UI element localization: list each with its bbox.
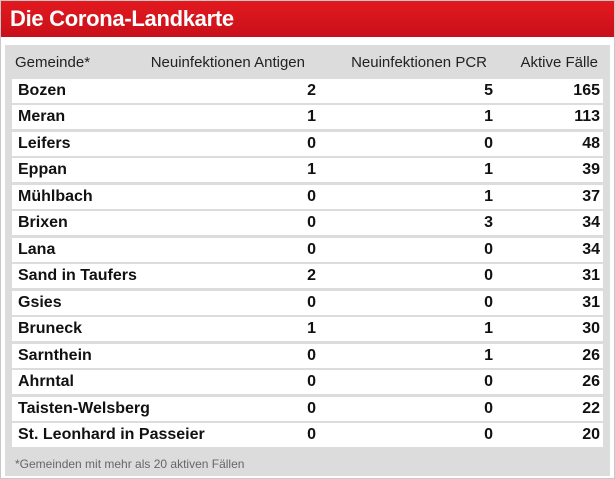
cell-active-cases: 22 (582, 399, 600, 417)
table-row (12, 423, 603, 447)
cell-pcr: 3 (484, 214, 493, 232)
cell-gemeinde: Mühlbach (18, 187, 93, 205)
cell-pcr: 0 (484, 426, 493, 444)
cell-pcr: 0 (484, 373, 493, 391)
header-active-cases: Aktive Fälle (520, 54, 598, 71)
cell-active-cases: 37 (582, 187, 600, 205)
cell-antigen: 0 (307, 346, 316, 364)
cell-active-cases: 31 (582, 293, 600, 311)
cell-pcr: 1 (484, 161, 493, 179)
cell-pcr: 0 (484, 267, 493, 285)
cell-pcr: 0 (484, 134, 493, 152)
cell-active-cases: 48 (582, 134, 600, 152)
cell-active-cases: 26 (582, 346, 600, 364)
table-row (12, 238, 603, 262)
table-row (12, 370, 603, 394)
table-row (12, 264, 603, 288)
table-row (12, 79, 603, 103)
cell-antigen: 1 (307, 161, 316, 179)
cell-gemeinde: Eppan (18, 161, 67, 179)
cell-gemeinde: Brixen (18, 214, 68, 232)
cell-antigen: 0 (307, 214, 316, 232)
table-row (12, 317, 603, 341)
table-row (12, 397, 603, 421)
cell-antigen: 0 (307, 426, 316, 444)
cell-pcr: 0 (484, 399, 493, 417)
table-row (12, 132, 603, 156)
cell-antigen: 2 (307, 267, 316, 285)
cell-gemeinde: Gsies (18, 293, 62, 311)
table-row (12, 211, 603, 235)
cell-antigen: 0 (307, 373, 316, 391)
cell-active-cases: 39 (582, 161, 600, 179)
table-row (12, 158, 603, 182)
cell-pcr: 1 (484, 320, 493, 338)
cell-active-cases: 113 (574, 108, 600, 126)
cell-antigen: 0 (307, 293, 316, 311)
cell-active-cases: 26 (582, 373, 600, 391)
header-pcr: Neuinfektionen PCR (351, 54, 487, 71)
table-row (12, 344, 603, 368)
cell-gemeinde: Leifers (18, 134, 71, 152)
cell-gemeinde: Bozen (18, 82, 66, 99)
page-title: Die Corona-Landkarte (1, 1, 614, 37)
cell-antigen: 0 (307, 187, 316, 205)
cell-gemeinde: Ahrntal (18, 373, 74, 391)
cell-pcr: 1 (484, 108, 493, 126)
table-panel (5, 45, 610, 476)
cell-pcr: 5 (484, 82, 493, 99)
cell-gemeinde: St. Leonhard in Passeier (18, 426, 205, 444)
cell-gemeinde: Sand in Taufers (18, 267, 137, 285)
table-body (12, 79, 603, 450)
cell-active-cases: 30 (582, 320, 600, 338)
table-header (5, 51, 610, 75)
cell-antigen: 1 (307, 320, 316, 338)
cell-active-cases: 31 (582, 267, 600, 285)
cell-active-cases: 34 (582, 214, 600, 232)
cell-gemeinde: Taisten-Welsberg (18, 399, 150, 417)
cell-pcr: 1 (484, 346, 493, 364)
cell-active-cases: 165 (573, 82, 600, 99)
cell-active-cases: 20 (582, 426, 600, 444)
cell-gemeinde: Meran (18, 108, 66, 126)
table-row (12, 185, 603, 209)
table-row (12, 105, 603, 129)
cell-antigen: 1 (307, 108, 316, 126)
header-antigen: Neuinfektionen Antigen (150, 54, 305, 71)
cell-antigen: 2 (307, 82, 316, 99)
cell-gemeinde: Lana (18, 240, 56, 258)
cell-pcr: 0 (484, 240, 493, 258)
cell-antigen: 0 (307, 240, 316, 258)
cell-active-cases: 34 (582, 240, 600, 258)
footnote: *Gemeinden mit mehr als 20 aktiven Fällen (15, 457, 245, 471)
table-row (12, 291, 603, 315)
cell-pcr: 1 (484, 187, 493, 205)
cell-pcr: 0 (484, 293, 493, 311)
cell-antigen: 0 (307, 399, 316, 417)
cell-gemeinde: Sarnthein (18, 346, 92, 364)
cell-gemeinde: Bruneck (18, 320, 83, 338)
cell-antigen: 0 (307, 134, 316, 152)
header-gemeinde: Gemeinde* (15, 54, 91, 71)
